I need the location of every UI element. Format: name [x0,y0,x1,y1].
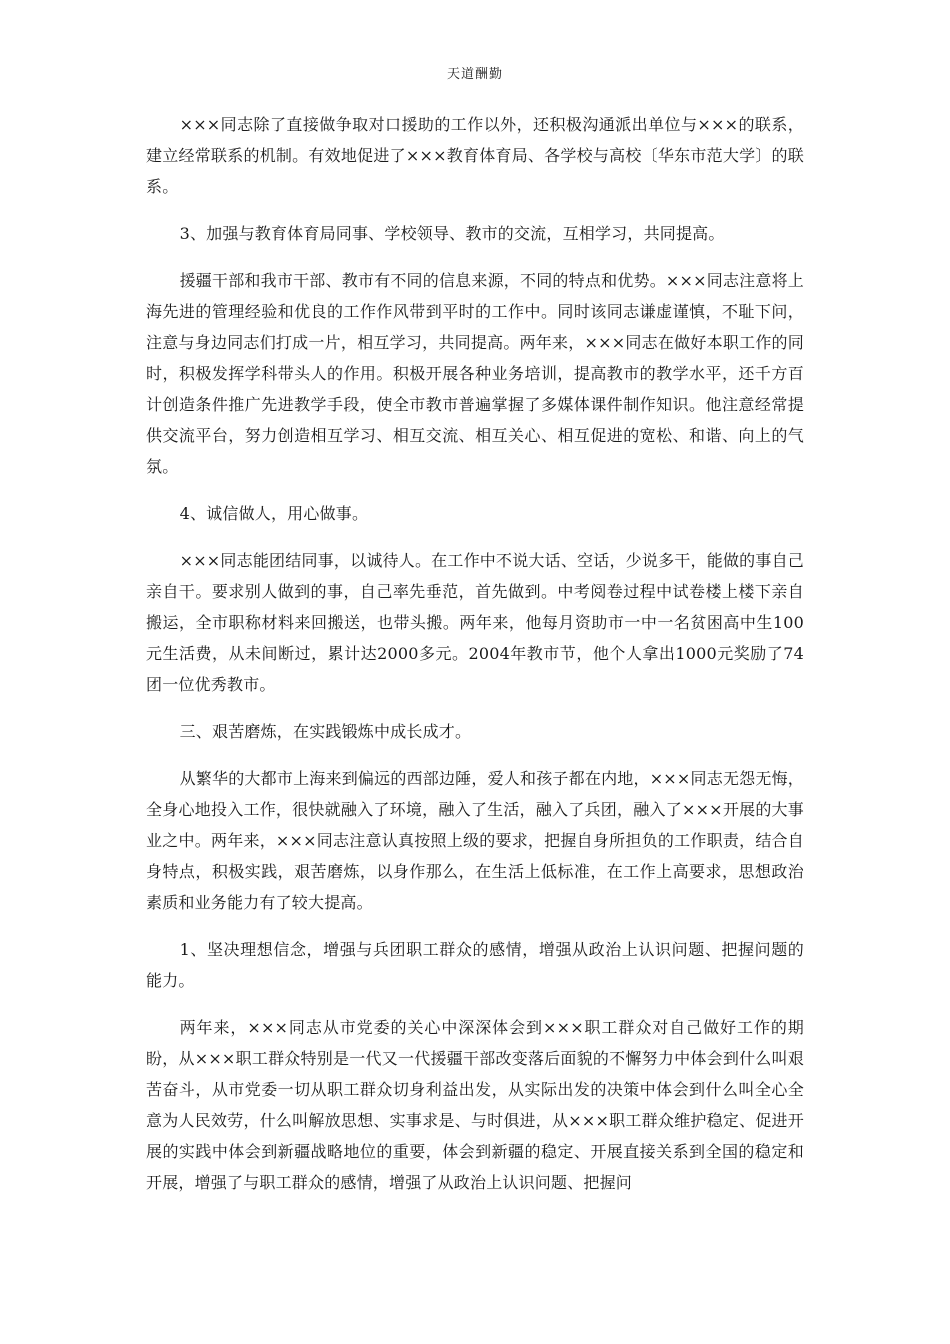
section-heading: 4、诚信做人，用心做事。 [179,504,369,523]
section-heading: 1、坚决理想信念，增强与兵团职工群众的感情，增强从政治上认识问题、把握问题的能力。 [146,940,804,990]
paragraph: ×××同志除了直接做争取对口援助的工作以外，还积极沟通派出单位与×××的联系，建立经常联系的机制。有效地促进了×××教育体育局、各学校与高校〔华东市范大学〕的联系。 [146,115,804,196]
paragraph: 两年来，×××同志从市党委的关心中深深体会到×××职工群众对自己做好工作的期盼，从×××职工群众特别是一代又一代援疆干部改变落后面貌的不懈努力中体会到什么叫艰苦奋斗，从市党委一切从职工群众切身利益出发，从实际出发的决策中体会到什么叫全心全意为人民效劳，什么叫解放思想、实事求是、与时俱进，从×××职工群众维护稳定、促进开展的实践中体会到新疆战略地位的重要，体会到新疆的稳定、开展直接关系到全国的稳定和开展，增强了与职工群众的感情，增强了从政治上认识问题、把握问 [146,1018,804,1192]
paragraph: ×××同志能团结同事，以诚待人。在工作中不说大话、空话，少说多干，能做的事自己亲自干。要求别人做到的事，自己率先垂范，首先做到。中考阅卷过程中试卷楼上楼下亲自搬运，全市职称材料来回搬送，也带头搬。两年来，他每月资助市一中一名贫困高中生100元生活费，从未间断过，累计达2000多元。2004年教市节，他个人拿出1000元奖励了74团一位优秀教市。 [146,551,804,694]
paragraph: 援疆干部和我市干部、教市有不同的信息来源，不同的特点和优势。×××同志注意将上海先进的管理经验和优良的工作作风带到平时的工作中。同时该同志谦虚谨慎，不耻下问，注意与身边同志们打成一片，相互学习，共同提高。两年来，×××同志在做好本职工作的同时，积极发挥学科带头人的作用。积极开展各种业务培训，提高教市的教学水平，还千方百计创造条件推广先进教学手段，使全市教市普遍掌握了多媒体课件制作知识。他注意经常提供交流平台，努力创造相互学习、相互交流、相互关心、相互促进的宽松、和谐、向上的气氛。 [146,271,804,476]
document-body [146,109,804,1198]
page-header: 天道酬勤 [446,67,503,82]
section-heading: 三、艰苦磨炼，在实践锻炼中成长成才。 [179,722,472,741]
section-heading: 3、加强与教育体育局同事、学校领导、教市的交流，互相学习，共同提高。 [179,224,725,243]
paragraph: 从繁华的大都市上海来到偏远的西部边陲，爱人和孩子都在内地，×××同志无怨无悔，全身心地投入工作，很快就融入了环境，融入了生活，融入了兵团，融入了×××开展的大事业之中。两年来，×××同志注意认真按照上级的要求，把握自身所担负的工作职责，结合自身特点，积极实践，艰苦磨炼，以身作那么，在生活上低标准，在工作上高要求，思想政治素质和业务能力有了较大提高。 [146,769,804,912]
